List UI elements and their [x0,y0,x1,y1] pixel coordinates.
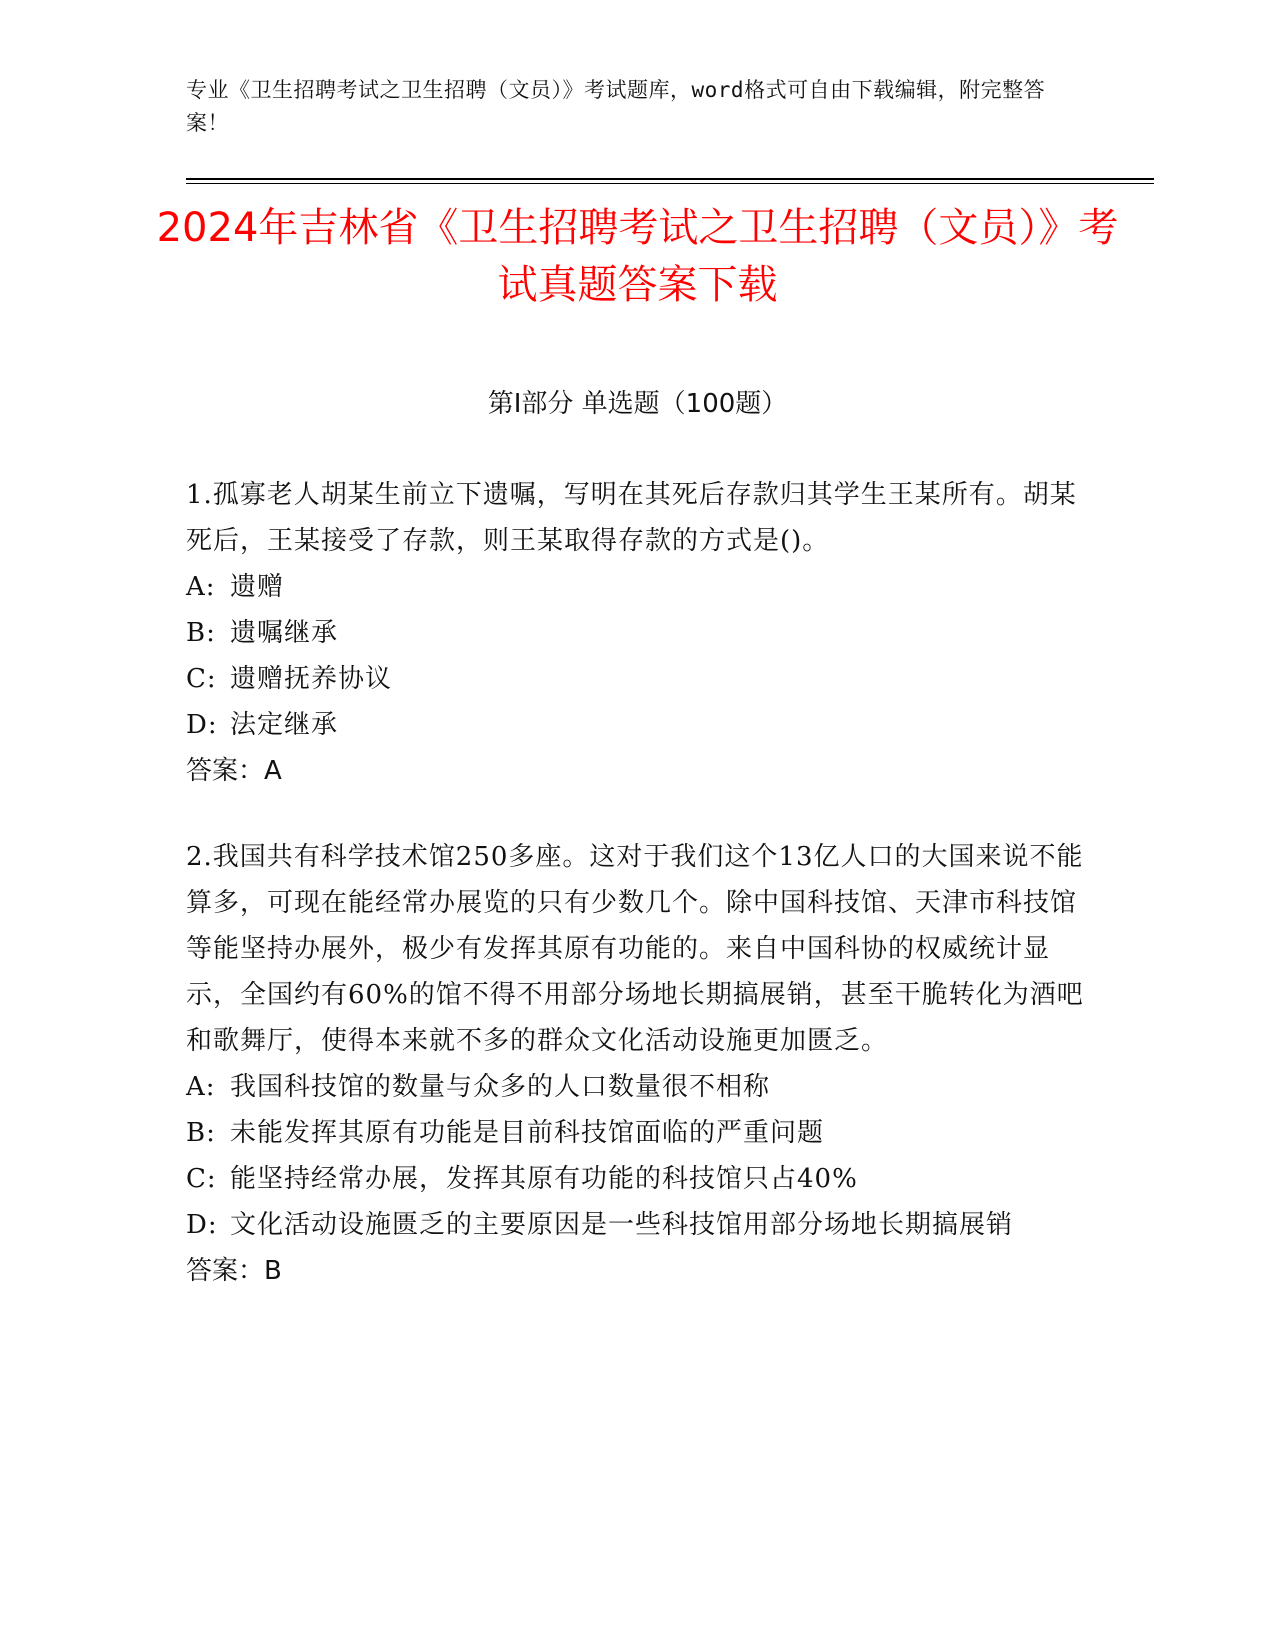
option-key: A: [186,572,216,602]
option-text: 文化活动设施匮乏的主要原因是一些科技馆用部分场地长期搞展销 [230,1210,1014,1240]
option-text: 我国科技馆的数量与众多的人口数量很不相称 [230,1072,771,1102]
question-stem: 2.我国共有科学技术馆250多座。这对于我们这个13亿人口的大国来说不能算多，可现在能经常办展览的只有少数几个。除中国科技馆、天津市科技馆等能坚持办展外，极少有发挥其原有功能的。来自中国科协的权威统计显示，全国约有60%的馆不得不用部分场地长期搞展销，甚至干脆转化为酒吧和歌舞厅，使得本来就不多的群众文化活动设施更加匮乏。 [186,842,1084,1056]
option-text: 遗赠 [230,572,285,602]
answer-label: 答案：B [186,1256,282,1286]
option-b [186,1110,1086,1156]
option-key: C: [186,664,217,694]
question-2 [186,834,1086,1294]
question-1 [186,472,1086,794]
option-b [186,610,1086,656]
option-d [186,702,1086,748]
answer-label: 答案：A [186,756,282,786]
option-c [186,656,1086,702]
option-key: B: [186,618,216,648]
option-a [186,564,1086,610]
option-c [186,1156,1086,1202]
option-text: 遗赠抚养协议 [230,664,393,694]
header-divider-thin [186,183,1154,184]
option-key: C: [186,1164,217,1194]
document-title: 2024年吉林省《卫生招聘考试之卫生招聘（文员）》考试真题答案下载 [156,205,1119,308]
option-text: 法定继承 [230,710,339,740]
option-key: D: [186,1210,218,1240]
option-text: 遗嘱继承 [230,618,339,648]
option-key: A: [186,1072,216,1102]
option-text: 能坚持经常办展，发挥其原有功能的科技馆只占40% [230,1164,858,1194]
section-title: 第Ⅰ部分 单选题（100题） [487,389,788,419]
option-key: D: [186,710,218,740]
option-key: B: [186,1118,216,1148]
header-divider [186,178,1154,180]
option-a [186,1064,1086,1110]
header-note: 专业《卫生招聘考试之卫生招聘（文员）》考试题库，word格式可自由下载编辑，附完整答案！ [186,78,1046,135]
option-d [186,1202,1086,1248]
option-text: 未能发挥其原有功能是目前科技馆面临的严重问题 [230,1118,825,1148]
question-stem: 1.孤寡老人胡某生前立下遗嘱，写明在其死后存款归其学生王某所有。胡某死后，王某接受了存款，则王某取得存款的方式是()。 [186,480,1077,556]
